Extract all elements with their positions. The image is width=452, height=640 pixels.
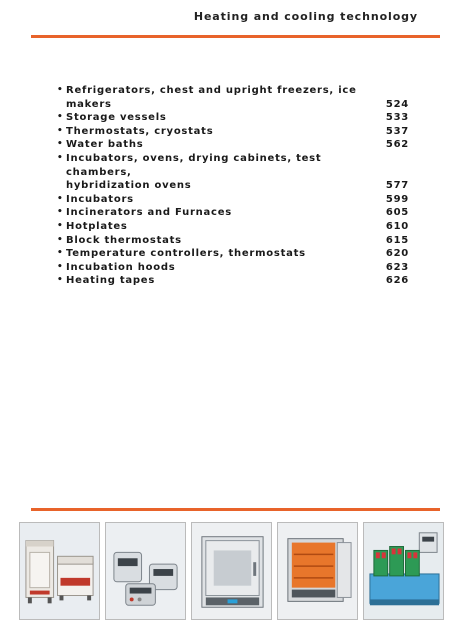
toc-item[interactable] bbox=[57, 274, 409, 288]
toc-item[interactable] bbox=[57, 152, 409, 193]
toc-item[interactable] bbox=[57, 220, 409, 234]
toc-item[interactable] bbox=[57, 261, 409, 275]
toc-item-label: Heating tapes bbox=[66, 275, 156, 287]
bullet-icon: • bbox=[57, 125, 64, 136]
toc-item-page: 623 bbox=[385, 261, 409, 273]
footer-divider bbox=[31, 508, 440, 511]
header-divider bbox=[31, 35, 440, 38]
toc-item-label: Incubators, ovens, drying cabinets, test chambers, hybridization ovens bbox=[66, 152, 322, 192]
toc-item[interactable] bbox=[57, 193, 409, 207]
toc-item[interactable] bbox=[57, 111, 409, 125]
bullet-icon: • bbox=[57, 85, 64, 95]
toc-item-page: 620 bbox=[385, 248, 409, 260]
toc-item-label: Incubation hoods bbox=[66, 261, 176, 273]
toc-item[interactable] bbox=[57, 247, 409, 261]
bullet-icon: • bbox=[57, 261, 64, 272]
toc-item[interactable] bbox=[57, 206, 409, 220]
toc-item-label: Storage vessels bbox=[66, 112, 167, 124]
toc-item-page: 626 bbox=[385, 275, 409, 287]
drying-cabinet-photo bbox=[191, 522, 272, 620]
bullet-icon: • bbox=[57, 275, 64, 286]
chest-freezer-photo bbox=[19, 522, 100, 620]
toc-item-page: 605 bbox=[385, 207, 409, 219]
bullet-icon: • bbox=[57, 139, 64, 150]
bullet-icon: • bbox=[57, 152, 64, 163]
toc-item-label: Thermostats, cryostats bbox=[66, 125, 214, 137]
incubator-oven-photo bbox=[277, 522, 358, 620]
product-photo-strip bbox=[19, 522, 444, 620]
toc-item-label: Refrigerators, chest and upright freezers, ice makers bbox=[66, 85, 357, 110]
toc-item-label: Water baths bbox=[66, 139, 144, 151]
block-thermostat-photo bbox=[363, 522, 444, 620]
toc-item[interactable] bbox=[57, 234, 409, 248]
bullet-icon: • bbox=[57, 220, 64, 231]
toc-item-page: 533 bbox=[385, 112, 409, 124]
page-header-title: Heating and cooling technology bbox=[193, 10, 418, 23]
toc-item[interactable] bbox=[57, 125, 409, 139]
toc-item-label: Incinerators and Furnaces bbox=[66, 207, 232, 219]
thermostat-units-photo bbox=[105, 522, 186, 620]
toc-item-page: 599 bbox=[385, 193, 409, 205]
toc-item-page: 615 bbox=[385, 234, 409, 246]
toc-item-label: Temperature controllers, thermostats bbox=[66, 248, 306, 260]
toc-item-page: 577 bbox=[385, 180, 409, 192]
bullet-icon: • bbox=[57, 248, 64, 259]
toc-item-label: Incubators bbox=[66, 193, 134, 205]
toc-item-page: 610 bbox=[385, 220, 409, 232]
toc-item[interactable] bbox=[57, 138, 409, 152]
bullet-icon: • bbox=[57, 207, 64, 218]
toc-item[interactable] bbox=[57, 84, 409, 111]
toc-item-page: 562 bbox=[385, 139, 409, 151]
toc-item-page: 524 bbox=[385, 98, 409, 110]
toc-item-label: Block thermostats bbox=[66, 234, 182, 246]
toc-item-page: 537 bbox=[385, 125, 409, 137]
bullet-icon: • bbox=[57, 112, 64, 123]
toc-item-label: Hotplates bbox=[66, 220, 128, 232]
table-of-contents bbox=[57, 84, 409, 288]
bullet-icon: • bbox=[57, 193, 64, 204]
bullet-icon: • bbox=[57, 234, 64, 245]
